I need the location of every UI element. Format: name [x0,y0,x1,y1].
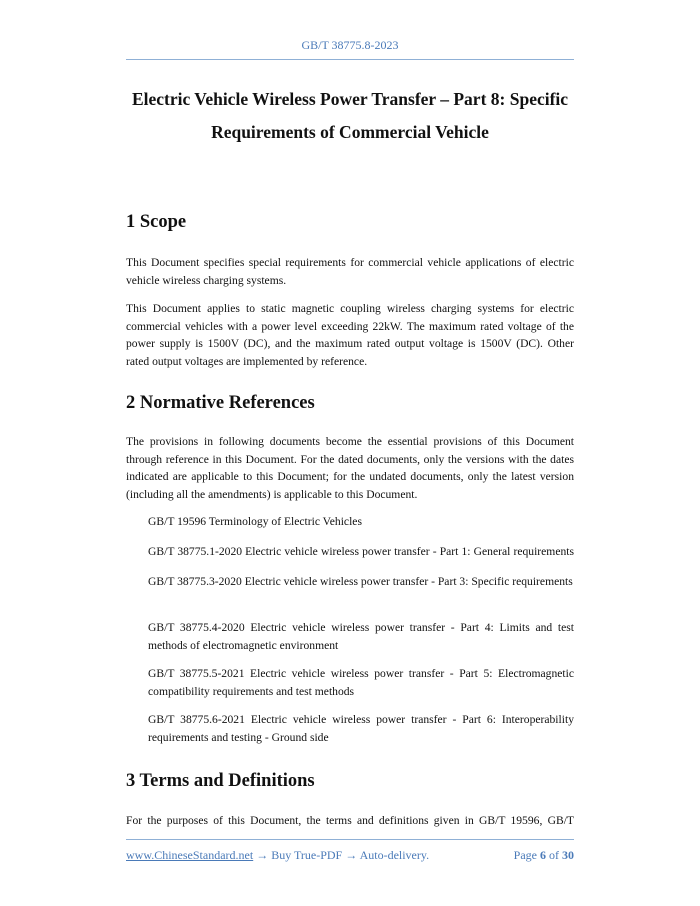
reference-item: GB/T 38775.5-2021 Electric vehicle wireless power transfer - Part 5: Electromagnetic compatibility requirements and test methods [148,667,574,698]
page-of: of [549,848,559,862]
reference-item: GB/T 19596 Terminology of Electric Vehicles [148,515,362,528]
page-current: 6 [540,848,546,862]
scope-paragraph-1: This Document specifies special requirements for commercial vehicle applications of electric vehicle wireless charging systems. [126,256,574,287]
footer-divider [126,839,574,840]
website-link[interactable]: www.ChineseStandard.net [126,848,254,862]
document-title-line-1: Electric Vehicle Wireless Power Transfer – Part 8: Specific [131,89,569,109]
section-heading-terms-and-definitions: 3 Terms and Definitions [126,771,315,791]
reference-item: GB/T 38775.6-2021 Electric vehicle wireless power transfer - Part 6: Interoperability requirements and testing - Ground side [148,713,574,744]
running-header: GB/T 38775.8-2023 [301,38,399,52]
footer-promo [126,848,429,863]
normative-intro-paragraph: The provisions in following documents become the essential provisions of this Document through reference in this Document. For the dated documents, only the versions with the dates indicated are applicable to this Document; for the undated documents, only the latest version (including all the amendments) is applicable to this Document. [126,435,574,501]
scope-paragraph-2: This Document applies to static magnetic coupling wireless charging systems for electric commercial vehicles with a power level exceeding 22kW. The maximum rated voltage of the power supply is 1500V (DC), and the maximum rated output voltage is 1500V (DC). Other rated output voltages are implemented by reference. [126,302,574,368]
page-total: 30 [562,848,574,862]
section-heading-scope: 1 Scope [126,212,187,232]
reference-item: GB/T 38775.1-2020 Electric vehicle wireless power transfer - Part 1: General requirements [148,545,574,558]
footer-promo-text: → Buy True-PDF → Auto-delivery. [253,848,430,862]
terms-intro-paragraph: For the purposes of this Document, the terms and definitions given in GB/T 19596, GB/T [126,814,574,827]
reference-item: GB/T 38775.4-2020 Electric vehicle wireless power transfer - Part 4: Limits and test methods of electromagnetic environment [148,621,574,652]
page-label: Page [513,848,537,862]
document-title-line-2: Requirements of Commercial Vehicle [211,122,489,142]
header-divider [126,59,574,60]
reference-item: GB/T 38775.3-2020 Electric vehicle wireless power transfer - Part 3: Specific requirements [148,575,573,588]
section-heading-normative-references: 2 Normative References [126,393,315,413]
page-number [514,848,574,863]
